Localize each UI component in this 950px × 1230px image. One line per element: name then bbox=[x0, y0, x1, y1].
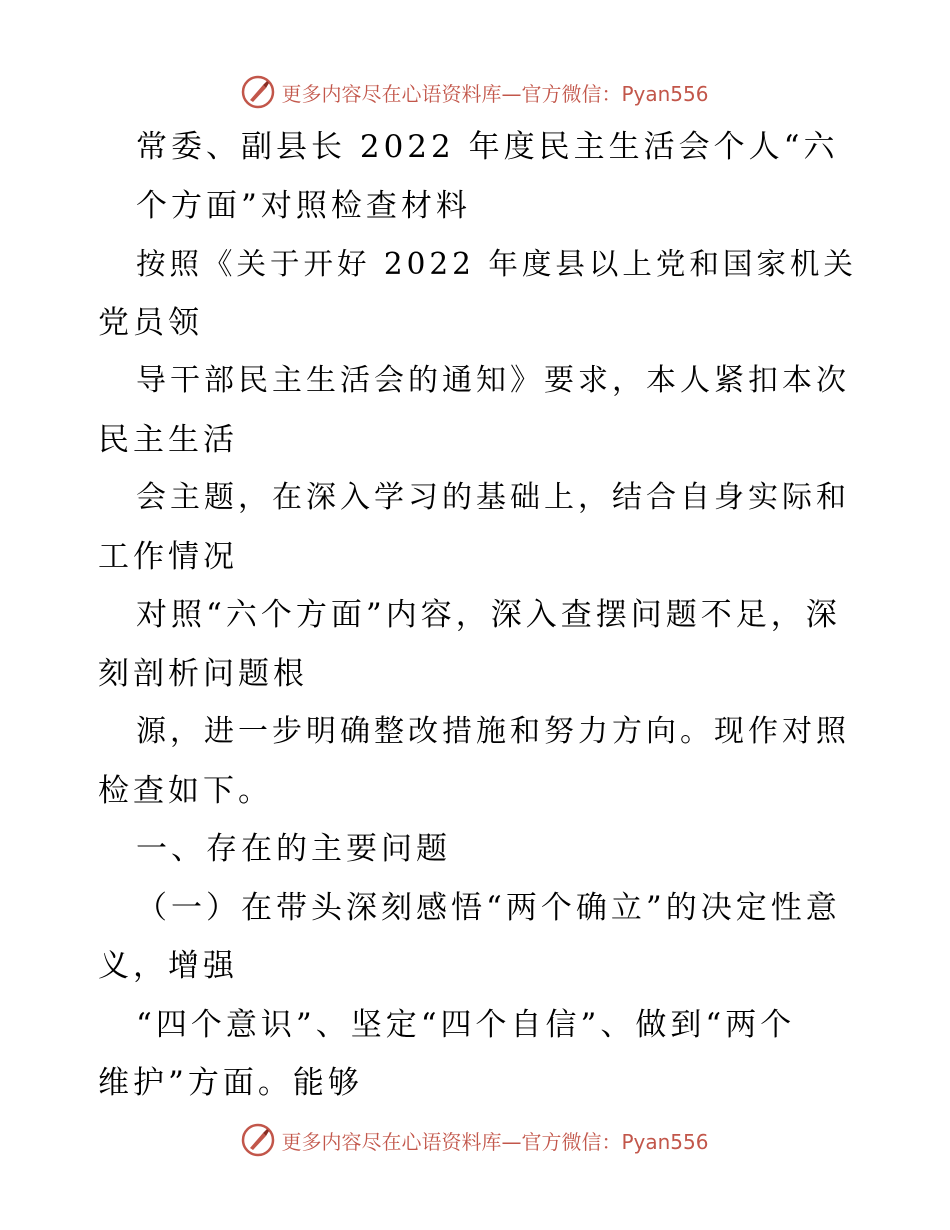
paragraph-line: 检查如下。 bbox=[98, 772, 273, 809]
pen-logo-icon bbox=[241, 75, 275, 109]
paragraph-line: 会主题，在深入学习的基础上，结合自身实际和 bbox=[136, 480, 850, 515]
section-heading: 一、存在的主要问题 bbox=[136, 831, 451, 867]
paragraph-line: “四个意识”、坚定“四个自信”、做到“两个 bbox=[136, 1006, 796, 1043]
paragraph-line: 维护”方面。能够 bbox=[98, 1065, 363, 1101]
paragraph-line: 刻剖析问题根 bbox=[98, 655, 308, 692]
paragraph-line: 民主生活 bbox=[98, 421, 238, 458]
paragraph-line: 导干部民主生活会的通知》要求，本人紧扣本次 bbox=[136, 363, 850, 398]
pen-logo-icon bbox=[241, 1123, 275, 1157]
watermark-text: 更多内容尽在心语资料库—官方微信：Pyan556 bbox=[281, 1129, 709, 1154]
watermark-footer bbox=[0, 1120, 950, 1160]
paragraph-line: 工作情况 bbox=[98, 538, 238, 575]
watermark-text: 更多内容尽在心语资料库—官方微信：Pyan556 bbox=[281, 81, 709, 106]
paragraph-line: 党员领 bbox=[98, 304, 203, 341]
paragraph-line: 源，进一步明确整改措施和努力方向。现作对照 bbox=[136, 714, 850, 749]
subsection-heading-line: （一）在带头深刻感悟“两个确立”的决定性意 bbox=[136, 889, 841, 926]
paragraph-line: 对照“六个方面”内容，深入查摆问题不足，深 bbox=[136, 597, 841, 633]
subsection-heading-line: 义，增强 bbox=[98, 948, 238, 984]
document-body bbox=[98, 118, 858, 1113]
paragraph-line: 按照《关于开好 2022 年度县以上党和国家机关 bbox=[136, 247, 857, 281]
watermark-header bbox=[0, 72, 950, 112]
document-title-line-2: 个方面”对照检查材料 bbox=[136, 187, 471, 224]
document-title-line-1: 常委、副县长 2022 年度民主生活会个人“六 bbox=[136, 129, 839, 165]
